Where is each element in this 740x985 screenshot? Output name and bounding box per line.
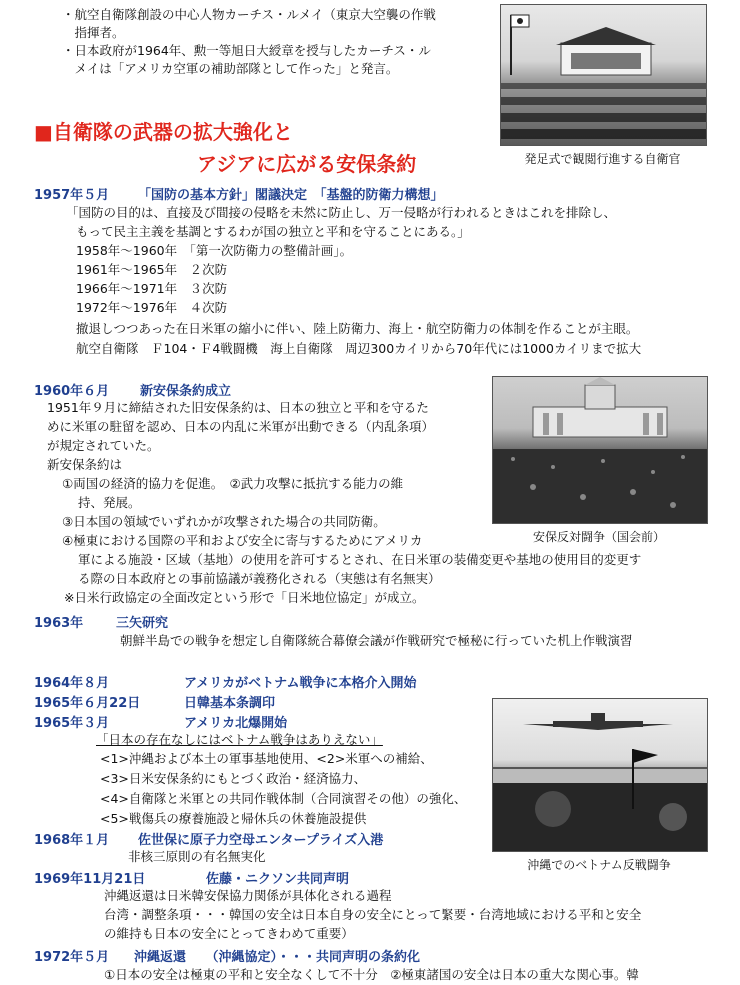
entry-line: 沖縄返還は日米韓安保協力関係が具体化される過程 [104, 888, 392, 903]
bullet-line: 指揮者。 [62, 25, 125, 40]
entry-line: 「国防の目的は、直接及び間接の侵略を未然に防止し、万一侵略が行われるときはこれを排除し、 [66, 205, 617, 220]
entry-heading: 佐世保に原子力空母エンタープライズ入港 [138, 833, 384, 848]
parade-photo-illustration [501, 5, 706, 145]
bullet-line: メイは「アメリカ空軍の補助部隊として作った」と発言。 [62, 61, 399, 76]
entry-date: 1963年 [34, 616, 84, 631]
entry-line: <1>沖縄および本土の軍事基地使用、<2>米軍への補給、 [100, 751, 433, 766]
entry-line: 1958年～1960年 「第一次防衛力の整備計画」。 [76, 243, 353, 258]
entry-line: 朝鮮半島での戦争を想定し自衛隊統合幕僚会議が作戦研究で極秘に行っていた机上作戦演習 [120, 633, 633, 648]
parade-photo [500, 4, 707, 146]
entry-line: 1951年９月に締結された旧安保条約は、日本の独立と平和を守るた [47, 400, 429, 415]
entry-line: る際の日本政府との事前協議が義務化される（実態は有名無実） [78, 571, 441, 586]
entry-line: 1961年～1965年 ２次防 [76, 262, 228, 277]
entry-heading: アメリカがベトナム戦争に本格介入開始 [184, 676, 417, 691]
entry-line: 台湾・調整条項・・・韓国の安全は日本自身の安全にとって緊要・台湾地域における平和と安全 [104, 907, 642, 922]
entry-line: 撤退しつつあった在日米軍の縮小に伴い、陸上防衛力、海上・航空防衛力の体制を作ることが主眼。 [76, 321, 639, 336]
entry-date: 1965年３月 [34, 716, 110, 731]
entry-line: が規定されていた。 [47, 438, 160, 453]
entry-line: 軍による施設・区域（基地）の使用を許可するとされ、在日米軍の装備変更や基地の使用目的変更す [78, 552, 642, 567]
entry-line: ①日本の安全は極東の平和と安全なくして不十分 ②極東諸国の安全は日本の重大な関心事。韓 [104, 967, 639, 982]
entry-heading: 三矢研究 [116, 616, 169, 631]
entry-date: 1968年１月 [34, 833, 110, 848]
photo-caption: 沖縄でのベトナム反戦闘争 [527, 858, 671, 872]
bullet-line: ・日本政府が1964年、勲一等旭日大綬章を授与したカーチス・ル [62, 43, 431, 58]
protest-photo [492, 376, 708, 524]
entry-line: 持、発展。 [78, 495, 141, 510]
entry-line: <4>自衛隊と米軍との共同作戦体制（合同演習その他）の強化、 [100, 791, 467, 806]
entry-heading: アメリカ北爆開始 [184, 716, 288, 731]
section-subtitle: アジアに広がる安保条約 [197, 152, 417, 176]
entry-line: ④極東における国際の平和および安全に寄与するためにアメリカ [62, 533, 423, 548]
entry-heading: 新安保条約成立 [140, 384, 232, 399]
antiwar-photo [492, 698, 708, 852]
photo-caption: 安保反対闘争（国会前） [532, 530, 665, 544]
entry-line: 1972年～1976年 ４次防 [76, 300, 228, 315]
entry-line: ※日米行政協定の全面改定という形で「日米地位協定」が成立。 [64, 590, 425, 605]
entry-line: の維持も日本の安全にとってきわめて重要） [104, 926, 354, 941]
entry-heading: 「国防の基本方針」閣議決定 「基盤的防衛力構想」 [138, 188, 444, 203]
antiwar-photo-illustration [493, 699, 707, 851]
bullet-line: ・航空自衛隊創設の中心人物カーチス・ルメイ（東京大空襲の作戦 [62, 7, 436, 22]
entry-line: もって民主主義を基調とするわが国の独立と平和を守ることにある。」 [76, 224, 470, 239]
entry-line: ③日本国の領域でいずれかが攻撃された場合の共同防衛。 [62, 514, 386, 529]
entry-line: <3>日米安保条約にもとづく政治・経済協力、 [100, 771, 367, 786]
protest-photo-illustration [493, 377, 707, 523]
entry-line: めに米軍の駐留を認め、日本の内乱に米軍が出動できる（内乱条項） [47, 419, 435, 434]
entry-heading: 佐藤・ニクソン共同声明 [206, 872, 350, 887]
entry-date: 1957年５月 [34, 188, 110, 203]
entry-line: ①両国の経済的協力を促進。 ②武力攻撃に抵抗する能力の維 [62, 476, 404, 491]
entry-heading: 沖縄返還 （沖縄協定）・・・共同声明の条約化 [134, 950, 421, 965]
entry-line: 航空自衛隊 Ｆ104・Ｆ4戦闘機 海上自衛隊 周辺300カイリから70年代には1000カイリまで拡大 [76, 341, 642, 356]
entry-date: 1965年６月22日 [34, 696, 141, 711]
entry-line: 新安保条約は [47, 457, 123, 472]
entry-line: 1966年～1971年 ３次防 [76, 281, 228, 296]
photo-caption: 発足式で観閲行進する自衛官 [524, 152, 681, 166]
entry-line: 非核三原則の有名無実化 [128, 849, 266, 864]
entry-quote: 「日本の存在なしにはベトナム戦争はありえない」 [96, 732, 383, 747]
entry-line: <5>戦傷兵の療養施設と帰休兵の休養施設提供 [100, 811, 367, 826]
entry-heading: 日韓基本条調印 [184, 696, 276, 711]
entry-date: 1972年５月 [34, 950, 110, 965]
entry-date: 1964年８月 [34, 676, 110, 691]
entry-date: 1969年11月21日 [34, 872, 146, 887]
section-title: ■自衛隊の武器の拡大強化と [34, 120, 293, 144]
entry-date: 1960年６月 [34, 384, 110, 399]
